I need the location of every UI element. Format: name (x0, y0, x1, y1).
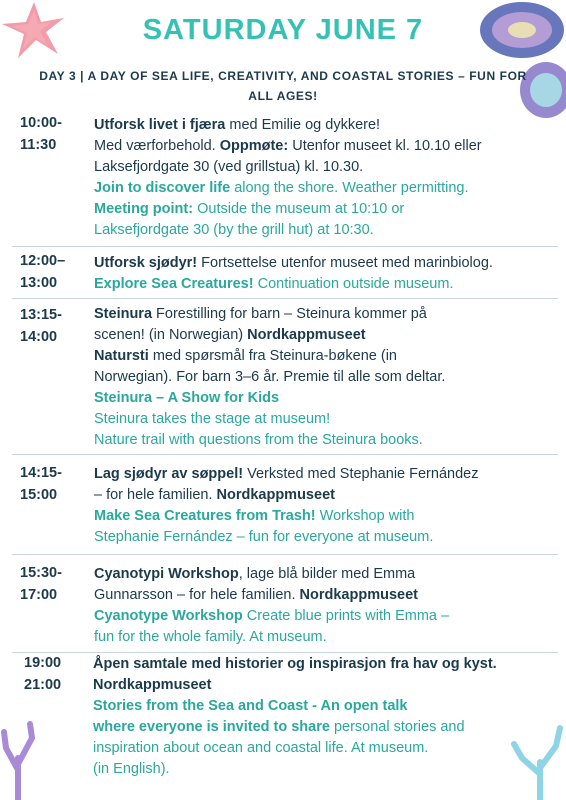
label: Meeting point: (94, 201, 194, 217)
event-time-end: 15:00 (20, 487, 58, 503)
text: Steinura takes the stage at museum! (94, 411, 331, 427)
event-time-end: 21:00 (24, 677, 62, 693)
text: Workshop with (315, 508, 415, 524)
text: Stephanie Fernández – fun for everyone at museum. (94, 529, 434, 545)
text: Fortsettelse utenfor museet med marinbiolog. (197, 255, 493, 271)
divider (12, 652, 558, 653)
text: personal stories and (329, 719, 465, 735)
text: Verksted med Stephanie Fernández (243, 466, 479, 482)
text: Gunnarsson – for hele familien. (94, 587, 300, 603)
text: Laksefjordgate 30 (by the grill hut) at 10:30. (94, 222, 374, 238)
text: Outside the museum at 10:10 or (193, 201, 405, 217)
event-title-en: Join to discover life (94, 180, 231, 196)
event-title-no: Utforsk sjødyr! (94, 255, 198, 271)
text: (in English). (93, 761, 170, 777)
event-title-en: Stories from the Sea and Coast - An open talk (93, 698, 408, 714)
label: where everyone is invited to share (93, 719, 330, 735)
text: fun for the whole family. At museum. (94, 629, 327, 645)
venue-label: Nordkappmuseet (93, 677, 212, 693)
venue-label: Nordkappmuseet (299, 587, 418, 603)
text: along the shore. Weather permitting. (230, 180, 469, 196)
text: Create blue prints with Emma – (242, 608, 450, 624)
page-title: SATURDAY JUNE 7 (142, 14, 424, 46)
text: med Emilie og dykkere! (225, 117, 381, 133)
divider (12, 454, 558, 455)
event-time-start: 15:30- (20, 565, 62, 581)
event-time (20, 112, 62, 156)
divider (12, 298, 558, 299)
text: Norwegian). For barn 3–6 år. Premie til alle som deltar. (94, 369, 446, 385)
event-title-no: Steinura (94, 306, 153, 322)
text: , lage blå bilder med Emma (238, 566, 416, 582)
divider (12, 246, 558, 247)
event-time-start: 13:15- (20, 307, 62, 323)
event-description (94, 304, 564, 451)
event-title-en: Make Sea Creatures from Trash! (94, 508, 316, 524)
event-time-start: 19:00 (24, 655, 62, 671)
event-time (20, 462, 62, 506)
event-time (20, 250, 65, 294)
event-description (94, 564, 564, 648)
event-title-en: Cyanotype Workshop (94, 608, 243, 624)
text: Utenfor museet kl. 10.10 eller (288, 138, 482, 154)
event-time-end: 17:00 (20, 587, 58, 603)
event-time-end: 13:00 (20, 275, 58, 291)
text: – for hele familien. (94, 487, 217, 503)
text: scenen! (in Norwegian) (94, 327, 248, 343)
event-time-end: 14:00 (20, 329, 58, 345)
event-time-start: 10:00- (20, 115, 62, 131)
text: Forestilling for barn – Steinura kommer på (152, 306, 427, 322)
event-time (20, 304, 62, 348)
event-time-start: 12:00– (20, 253, 66, 269)
event-title-no: Utforsk livet i fjæra (94, 117, 226, 133)
event-title-no: Cyanotypi Workshop (94, 566, 239, 582)
coral-icon (0, 718, 46, 800)
text: Nature trail with questions from the Steinura books. (94, 432, 423, 448)
venue-label: Nordkappmuseet (216, 487, 335, 503)
event-time-start: 14:15- (20, 465, 62, 481)
event-title-no: Åpen samtale med historier og inspirasjon fra hav og kyst. (93, 656, 497, 672)
divider (12, 554, 558, 555)
text: inspiration about ocean and coastal life. At museum. (93, 740, 429, 756)
text: med spørsmål fra Steinura-bøkene (in (148, 348, 397, 364)
venue-label: Nordkappmuseet (247, 327, 366, 343)
page-subtitle: DAY 3 | A DAY OF SEA LIFE, CREATIVITY, AND COASTAL STORIES – FUN FOR ALL AGES! (39, 69, 527, 103)
event-title-en: Explore Sea Creatures! (94, 276, 254, 292)
text: Med værforbehold. (94, 138, 220, 154)
event-time (24, 652, 61, 696)
event-description (93, 654, 563, 780)
event-time (20, 562, 62, 606)
event-description (94, 253, 564, 295)
event-description (94, 115, 564, 241)
event-title-no: Lag sjødyr av søppel! (94, 466, 244, 482)
event-description (94, 464, 564, 548)
event-title-en: Steinura – A Show for Kids (94, 390, 280, 406)
label: Oppmøte: (219, 138, 289, 154)
event-time-end: 11:30 (20, 137, 57, 153)
label: Natursti (94, 348, 149, 364)
text: Continuation outside museum. (253, 276, 454, 292)
text: Laksefjordgate 30 (ved grillstua) kl. 10.30. (94, 159, 364, 175)
